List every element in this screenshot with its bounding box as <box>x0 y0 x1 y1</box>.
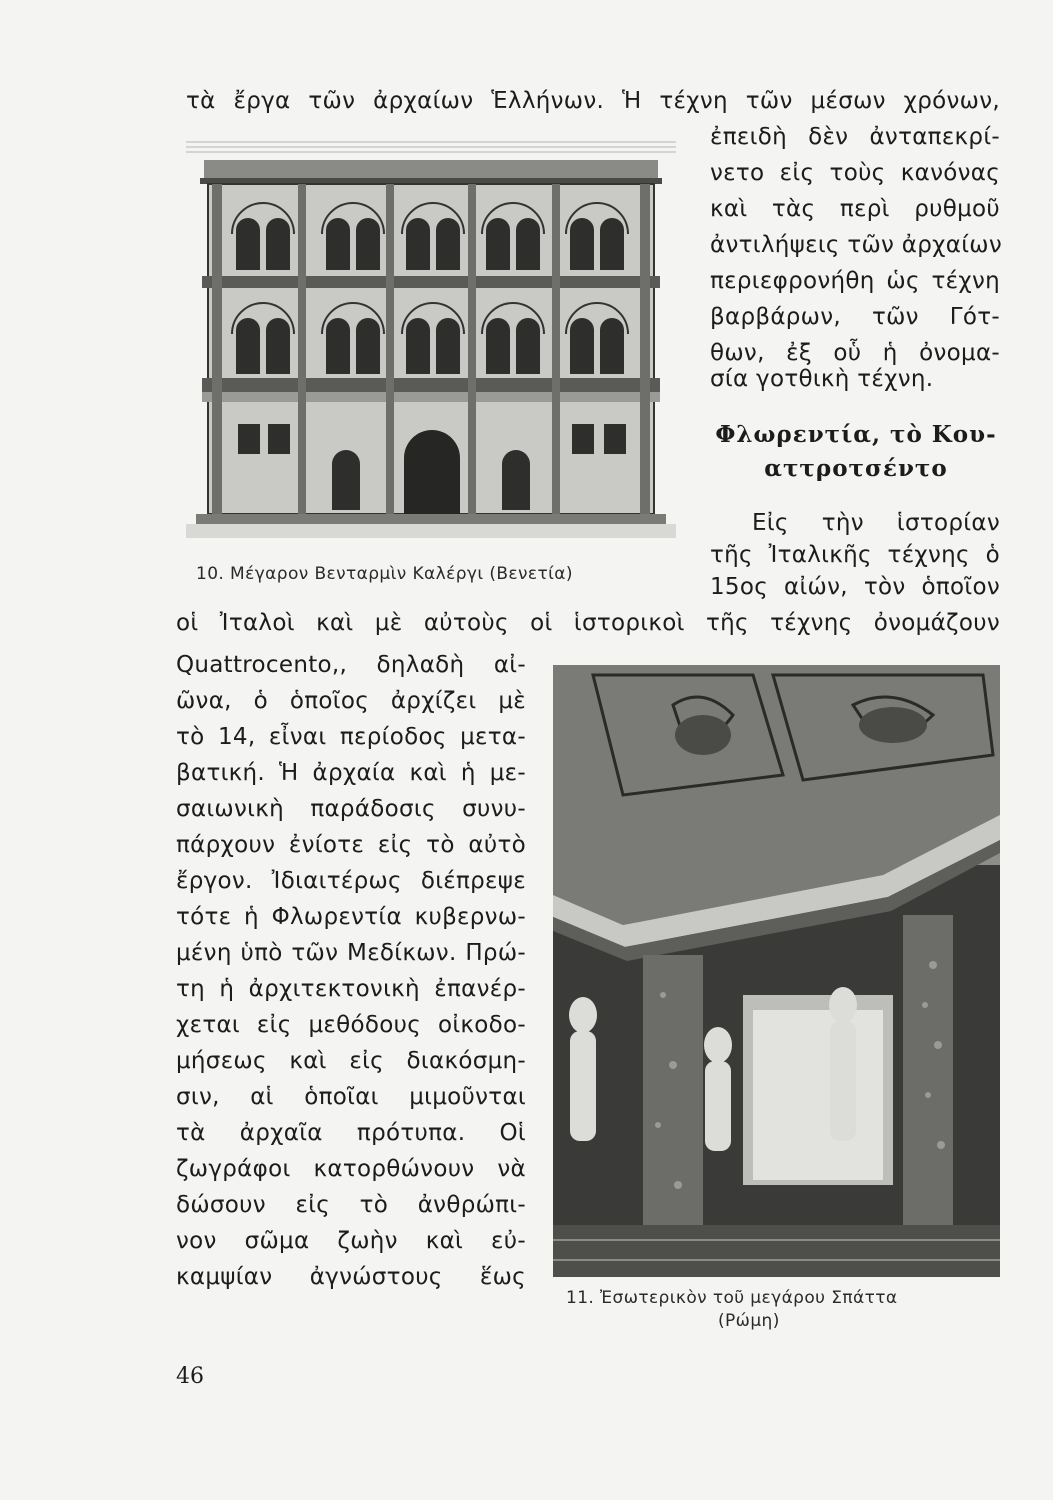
figure-caption: (Ρώμη) <box>718 1311 780 1331</box>
text-line: ἔργον. Ἰδιαιτέρως διέπρεψε <box>176 868 526 894</box>
text-line: ῶνα, ὁ ὁποῖος ἀρχίζει μὲ <box>176 688 526 714</box>
text-line: οἱ Ἰταλοὶ καὶ μὲ αὐτοὺς οἱ ἱστορικοὶ τῆς τέχνης ὀνομάζουν <box>176 610 1000 636</box>
text-line: πάρχουν ἐνίοτε εἰς τὸ αὐτὸ <box>176 832 526 858</box>
text-line: χεται εἰς μεθόδους οἰκοδο- <box>176 1012 526 1038</box>
figure-facade <box>186 138 676 538</box>
text-line: τότε ἡ Φλωρεντία κυβερνω- <box>176 904 526 930</box>
page-number: 46 <box>176 1364 204 1389</box>
text-line: νον σῶμα ζωὴν καὶ εὐ- <box>176 1228 526 1254</box>
text-line: 15ος αἰών, τὸν ὁποῖον <box>710 574 1000 600</box>
text-line: ἀντιλήψεις τῶν ἀρχαίων <box>710 232 1002 258</box>
text-line: βαρβάρων, τῶν Γότ- <box>710 304 1000 330</box>
text-line: νετο εἰς τοὺς κανόνας <box>710 160 1000 186</box>
text-line: καὶ τὰς περὶ ρυθμοῦ <box>710 196 1000 222</box>
text-line: ἐπειδὴ δὲν ἀνταπεκρί- <box>710 124 1000 150</box>
text-line: Quattrocento,, δηλαδὴ αἰ- <box>176 652 526 678</box>
section-heading: αττροτσέντο <box>764 455 948 482</box>
facade-illustration <box>186 138 676 538</box>
text-line: τὰ ἀρχαῖα πρότυπα. Οἱ <box>176 1120 526 1146</box>
text-line: καμψίαν ἀγνώστους ἕως <box>176 1264 526 1290</box>
section-heading: Φλωρεντία, τὸ Κου- <box>715 421 997 448</box>
text-line: θων, ἐξ οὗ ἡ ὀνομα- <box>710 340 1000 366</box>
text-line: σαιωνικὴ παράδοσις συνυ- <box>176 796 526 822</box>
text-line: ζωγράφοι κατορθώνουν νὰ <box>176 1156 526 1182</box>
figure-caption: 11. Ἐσωτερικὸν τοῦ μεγάρου Σπάττα <box>566 1288 898 1308</box>
text-line: τη ἡ ἀρχιτεκτονικὴ ἐπανέρ- <box>176 976 526 1002</box>
figure-caption: 10. Μέγαρον Βενταρμὶν Καλέργι (Βενετία) <box>196 564 573 584</box>
text-line: δώσουν εἰς τὸ ἀνθρώπι- <box>176 1192 526 1218</box>
text-line: τὸ 14, εἶναι περίοδος μετα- <box>176 724 526 750</box>
text-line: τὰ ἔργα τῶν ἀρχαίων Ἑλλήνων. Ἡ τέχνη τῶν μέσων χρόνων, <box>186 88 1000 114</box>
text-line: σία γοτθικὴ τέχνη. <box>710 366 934 392</box>
figure-interior <box>553 665 1000 1277</box>
text-line: τῆς Ἰταλικῆς τέχνης ὁ <box>710 542 1000 568</box>
text-line: περιεφρονήθη ὡς τέχνη <box>710 268 1000 294</box>
text-line: μήσεως καὶ εἰς διακόσμη- <box>176 1048 526 1074</box>
interior-illustration <box>553 665 1000 1277</box>
text-line: Εἰς τὴν ἱστορίαν <box>752 510 1000 536</box>
text-line: μένη ὑπὸ τῶν Μεδίκων. Πρώ- <box>176 940 526 966</box>
text-line: βατική. Ἡ ἀρχαία καὶ ἡ με- <box>176 760 526 786</box>
text-line: σιν, αἱ ὁποῖαι μιμοῦνται <box>176 1084 526 1110</box>
